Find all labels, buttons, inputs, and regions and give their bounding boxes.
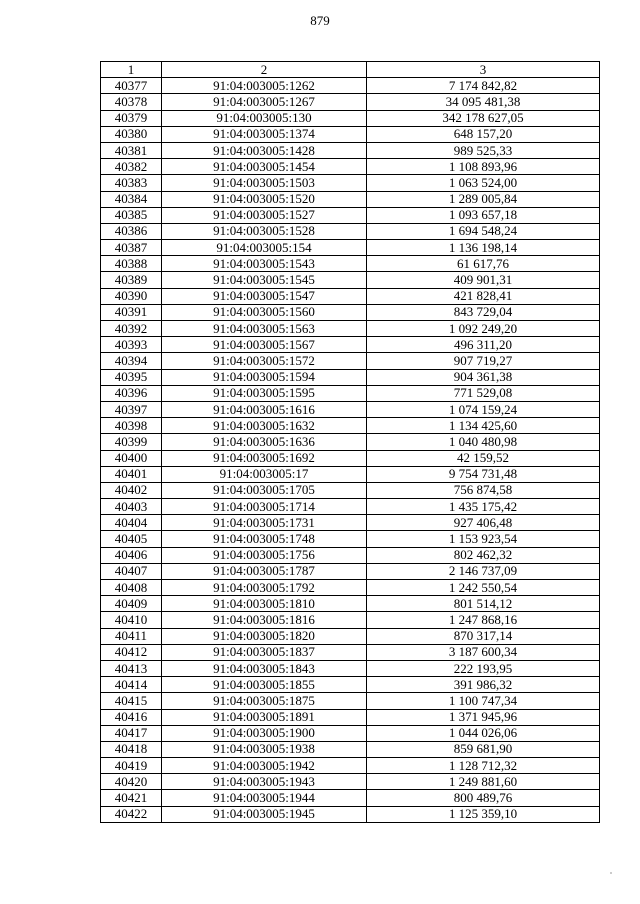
row-number-cell: 40377 — [101, 78, 162, 94]
value-cell: 496 311,20 — [367, 337, 600, 353]
value-cell: 800 489,76 — [367, 790, 600, 806]
row-number-cell: 40389 — [101, 272, 162, 288]
value-cell: 1 242 550,54 — [367, 580, 600, 596]
cadastral-number-cell: 91:04:003005:1731 — [162, 515, 367, 531]
table-row — [101, 563, 600, 579]
cadastral-number-cell: 91:04:003005:1632 — [162, 418, 367, 434]
table-row — [101, 126, 600, 142]
table-row — [101, 78, 600, 94]
table-row — [101, 644, 600, 660]
row-number-cell: 40403 — [101, 499, 162, 515]
cadastral-number-cell: 91:04:003005:1748 — [162, 531, 367, 547]
row-number-cell: 40412 — [101, 644, 162, 660]
table-row — [101, 304, 600, 320]
row-number-cell: 40407 — [101, 563, 162, 579]
value-cell: 859 681,90 — [367, 741, 600, 757]
table-row — [101, 547, 600, 563]
table-row — [101, 774, 600, 790]
value-cell: 1 108 893,96 — [367, 159, 600, 175]
row-number-cell: 40419 — [101, 758, 162, 774]
cadastral-number-cell: 91:04:003005:130 — [162, 110, 367, 126]
value-cell: 42 159,52 — [367, 450, 600, 466]
value-cell: 802 462,32 — [367, 547, 600, 563]
row-number-cell: 40415 — [101, 693, 162, 709]
cadastral-number-cell: 91:04:003005:1900 — [162, 725, 367, 741]
cadastral-number-cell: 91:04:003005:1891 — [162, 709, 367, 725]
row-number-cell: 40402 — [101, 482, 162, 498]
row-number-cell: 40379 — [101, 110, 162, 126]
table-row — [101, 401, 600, 417]
row-number-cell: 40416 — [101, 709, 162, 725]
cadastral-number-cell: 91:04:003005:1567 — [162, 337, 367, 353]
value-cell: 771 529,08 — [367, 385, 600, 401]
table-row — [101, 94, 600, 110]
cadastral-number-cell: 91:04:003005:1616 — [162, 401, 367, 417]
row-number-cell: 40394 — [101, 353, 162, 369]
value-cell: 1 289 005,84 — [367, 191, 600, 207]
row-number-cell: 40380 — [101, 126, 162, 142]
table-row — [101, 628, 600, 644]
table-row — [101, 240, 600, 256]
row-number-cell: 40392 — [101, 321, 162, 337]
cadastral-number-cell: 91:04:003005:1692 — [162, 450, 367, 466]
row-number-cell: 40404 — [101, 515, 162, 531]
cadastral-number-cell: 91:04:003005:1267 — [162, 94, 367, 110]
table-row — [101, 725, 600, 741]
row-number-cell: 40391 — [101, 304, 162, 320]
value-cell: 1 435 175,42 — [367, 499, 600, 515]
value-cell: 1 247 868,16 — [367, 612, 600, 628]
row-number-cell: 40411 — [101, 628, 162, 644]
table-row — [101, 806, 600, 822]
value-cell: 989 525,33 — [367, 142, 600, 158]
row-number-cell: 40386 — [101, 223, 162, 239]
value-cell: 1 136 198,14 — [367, 240, 600, 256]
row-number-cell: 40401 — [101, 466, 162, 482]
row-number-cell: 40381 — [101, 142, 162, 158]
value-cell: 1 074 159,24 — [367, 401, 600, 417]
table-row — [101, 531, 600, 547]
table-row — [101, 272, 600, 288]
cadastral-number-cell: 91:04:003005:1520 — [162, 191, 367, 207]
table-row — [101, 385, 600, 401]
value-cell: 870 317,14 — [367, 628, 600, 644]
value-cell: 1 100 747,34 — [367, 693, 600, 709]
cadastral-number-cell: 91:04:003005:1787 — [162, 563, 367, 579]
row-number-cell: 40422 — [101, 806, 162, 822]
row-number-cell: 40421 — [101, 790, 162, 806]
table-row — [101, 337, 600, 353]
value-cell: 1 044 026,06 — [367, 725, 600, 741]
row-number-cell: 40417 — [101, 725, 162, 741]
value-cell: 61 617,76 — [367, 256, 600, 272]
table-body — [101, 78, 600, 823]
row-number-cell: 40414 — [101, 677, 162, 693]
value-cell: 907 719,27 — [367, 353, 600, 369]
cadastral-number-cell: 91:04:003005:1820 — [162, 628, 367, 644]
cadastral-number-cell: 91:04:003005:1594 — [162, 369, 367, 385]
table-row — [101, 256, 600, 272]
row-number-cell: 40384 — [101, 191, 162, 207]
cadastral-number-cell: 91:04:003005:1503 — [162, 175, 367, 191]
cadastral-number-cell: 91:04:003005:1943 — [162, 774, 367, 790]
table-row — [101, 466, 600, 482]
header-row — [101, 62, 600, 78]
cadastral-number-cell: 91:04:003005:1428 — [162, 142, 367, 158]
cadastral-number-cell: 91:04:003005:1714 — [162, 499, 367, 515]
cadastral-number-cell: 91:04:003005:1945 — [162, 806, 367, 822]
value-cell: 1 694 548,24 — [367, 223, 600, 239]
table-row — [101, 110, 600, 126]
column-header-2: 2 — [162, 62, 367, 78]
table-row — [101, 499, 600, 515]
row-number-cell: 40388 — [101, 256, 162, 272]
cadastral-number-cell: 91:04:003005:1816 — [162, 612, 367, 628]
value-cell: 756 874,58 — [367, 482, 600, 498]
table-row — [101, 369, 600, 385]
value-cell: 34 095 481,38 — [367, 94, 600, 110]
value-cell: 1 249 881,60 — [367, 774, 600, 790]
value-cell: 1 040 480,98 — [367, 434, 600, 450]
column-header-1: 1 — [101, 62, 162, 78]
cadastral-number-cell: 91:04:003005:17 — [162, 466, 367, 482]
registry-table — [100, 61, 600, 823]
value-cell: 1 128 712,32 — [367, 758, 600, 774]
cadastral-number-cell: 91:04:003005:1843 — [162, 660, 367, 676]
cadastral-number-cell: 91:04:003005:1595 — [162, 385, 367, 401]
table-row — [101, 693, 600, 709]
value-cell: 1 092 249,20 — [367, 321, 600, 337]
cadastral-number-cell: 91:04:003005:1528 — [162, 223, 367, 239]
row-number-cell: 40399 — [101, 434, 162, 450]
value-cell: 801 514,12 — [367, 596, 600, 612]
cadastral-number-cell: 91:04:003005:1855 — [162, 677, 367, 693]
table-row — [101, 741, 600, 757]
cadastral-number-cell: 91:04:003005:1543 — [162, 256, 367, 272]
table-row — [101, 515, 600, 531]
cadastral-number-cell: 91:04:003005:1572 — [162, 353, 367, 369]
scan-speck — [610, 872, 612, 874]
row-number-cell: 40409 — [101, 596, 162, 612]
cadastral-number-cell: 91:04:003005:1545 — [162, 272, 367, 288]
cadastral-number-cell: 91:04:003005:1756 — [162, 547, 367, 563]
value-cell: 904 361,38 — [367, 369, 600, 385]
value-cell: 648 157,20 — [367, 126, 600, 142]
row-number-cell: 40395 — [101, 369, 162, 385]
cadastral-number-cell: 91:04:003005:1944 — [162, 790, 367, 806]
value-cell: 1 063 524,00 — [367, 175, 600, 191]
cadastral-number-cell: 91:04:003005:1938 — [162, 741, 367, 757]
table-row — [101, 612, 600, 628]
row-number-cell: 40420 — [101, 774, 162, 790]
row-number-cell: 40383 — [101, 175, 162, 191]
table-row — [101, 596, 600, 612]
cadastral-number-cell: 91:04:003005:1875 — [162, 693, 367, 709]
row-number-cell: 40390 — [101, 288, 162, 304]
row-number-cell: 40378 — [101, 94, 162, 110]
row-number-cell: 40385 — [101, 207, 162, 223]
table-row — [101, 142, 600, 158]
value-cell: 391 986,32 — [367, 677, 600, 693]
table-row — [101, 159, 600, 175]
row-number-cell: 40406 — [101, 547, 162, 563]
table-row — [101, 175, 600, 191]
row-number-cell: 40408 — [101, 580, 162, 596]
value-cell: 1 134 425,60 — [367, 418, 600, 434]
value-cell: 3 187 600,34 — [367, 644, 600, 660]
table-row — [101, 223, 600, 239]
table-row — [101, 434, 600, 450]
cadastral-number-cell: 91:04:003005:1547 — [162, 288, 367, 304]
value-cell: 927 406,48 — [367, 515, 600, 531]
row-number-cell: 40400 — [101, 450, 162, 466]
table-row — [101, 288, 600, 304]
row-number-cell: 40387 — [101, 240, 162, 256]
cadastral-number-cell: 91:04:003005:1705 — [162, 482, 367, 498]
row-number-cell: 40413 — [101, 660, 162, 676]
value-cell: 7 174 842,82 — [367, 78, 600, 94]
page-number: 879 — [310, 13, 330, 28]
cadastral-number-cell: 91:04:003005:1636 — [162, 434, 367, 450]
cadastral-number-cell: 91:04:003005:154 — [162, 240, 367, 256]
value-cell: 421 828,41 — [367, 288, 600, 304]
value-cell: 1 125 359,10 — [367, 806, 600, 822]
cadastral-number-cell: 91:04:003005:1810 — [162, 596, 367, 612]
table-row — [101, 709, 600, 725]
table-row — [101, 677, 600, 693]
value-cell: 222 193,95 — [367, 660, 600, 676]
value-cell: 2 146 737,09 — [367, 563, 600, 579]
cadastral-number-cell: 91:04:003005:1262 — [162, 78, 367, 94]
value-cell: 409 901,31 — [367, 272, 600, 288]
table-row — [101, 207, 600, 223]
cadastral-number-cell: 91:04:003005:1942 — [162, 758, 367, 774]
row-number-cell: 40410 — [101, 612, 162, 628]
row-number-cell: 40382 — [101, 159, 162, 175]
table-row — [101, 660, 600, 676]
value-cell: 9 754 731,48 — [367, 466, 600, 482]
row-number-cell: 40396 — [101, 385, 162, 401]
table-row — [101, 580, 600, 596]
table-row — [101, 321, 600, 337]
row-number-cell: 40393 — [101, 337, 162, 353]
table-row — [101, 790, 600, 806]
cadastral-number-cell: 91:04:003005:1454 — [162, 159, 367, 175]
table-row — [101, 758, 600, 774]
row-number-cell: 40405 — [101, 531, 162, 547]
table-row — [101, 418, 600, 434]
row-number-cell: 40397 — [101, 401, 162, 417]
cadastral-number-cell: 91:04:003005:1527 — [162, 207, 367, 223]
value-cell: 1 371 945,96 — [367, 709, 600, 725]
column-header-3: 3 — [367, 62, 600, 78]
row-number-cell: 40398 — [101, 418, 162, 434]
cadastral-number-cell: 91:04:003005:1560 — [162, 304, 367, 320]
table-row — [101, 450, 600, 466]
row-number-cell: 40418 — [101, 741, 162, 757]
cadastral-number-cell: 91:04:003005:1792 — [162, 580, 367, 596]
value-cell: 342 178 627,05 — [367, 110, 600, 126]
cadastral-number-cell: 91:04:003005:1563 — [162, 321, 367, 337]
value-cell: 1 153 923,54 — [367, 531, 600, 547]
cadastral-number-cell: 91:04:003005:1374 — [162, 126, 367, 142]
cadastral-number-cell: 91:04:003005:1837 — [162, 644, 367, 660]
table-row — [101, 191, 600, 207]
value-cell: 843 729,04 — [367, 304, 600, 320]
table-row — [101, 482, 600, 498]
table-row — [101, 353, 600, 369]
value-cell: 1 093 657,18 — [367, 207, 600, 223]
